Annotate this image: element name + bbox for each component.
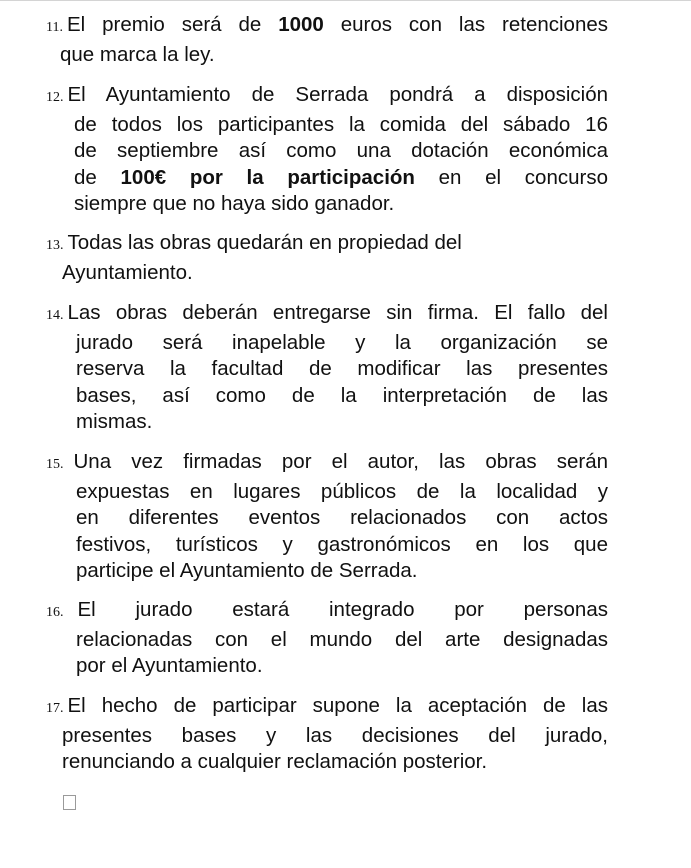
empty-checkbox[interactable] <box>63 795 76 810</box>
clause-text: El jurado estará integrado por personas <box>77 598 608 621</box>
clause-text: El Ayuntamiento de Serrada pondrá a disposición <box>67 83 608 106</box>
clause-text: euros con las retenciones <box>323 13 608 36</box>
clause-11 <box>46 12 608 68</box>
clause-line: de todos los participantes la comida del sábado 16 <box>74 112 608 136</box>
clause-15 <box>46 449 608 585</box>
clause-14 <box>46 300 608 436</box>
clause-line: por el Ayuntamiento. <box>76 654 263 677</box>
clause-text: de <box>74 165 121 189</box>
clause-line: reserva la facultad de modificar las presentes <box>76 357 608 380</box>
clause-line: Ayuntamiento. <box>62 260 193 284</box>
clause-line: presentes bases y las decisiones del jurado, <box>62 723 608 747</box>
clause-number: 14. <box>46 308 64 323</box>
clause-text: El premio será de <box>66 13 279 36</box>
clause-12 <box>46 82 608 218</box>
clause-number: 16. <box>46 605 64 620</box>
clause-line: festivos, turísticos y gastronómicos en los que <box>76 532 608 556</box>
clause-text: Las obras deberán entregarse sin firma. El fallo del <box>67 301 608 324</box>
clause-text: El hecho de participar supone la aceptación de las <box>67 694 608 717</box>
clause-line <box>46 165 608 192</box>
clause-line: mismas. <box>76 410 153 433</box>
clause-line: que marca la ley. <box>60 42 215 66</box>
top-border-line <box>0 0 691 1</box>
clause-line <box>46 693 608 723</box>
clause-line: en diferentes eventos relacionados con actos <box>76 506 608 529</box>
participation-amount: 100€ por la participación <box>120 165 415 189</box>
clause-line: bases, así como de la interpretación de las <box>76 383 608 407</box>
clause-number: 11. <box>46 20 63 35</box>
clause-number: 13. <box>46 238 64 253</box>
clause-text: en el concurso <box>414 165 608 189</box>
clause-text: Todas las obras quedarán en propiedad del <box>67 231 462 254</box>
clause-number: 15. <box>46 457 64 472</box>
clause-line: renunciando a cualquier reclamación posterior. <box>62 750 488 773</box>
clause-line <box>46 300 608 330</box>
clause-line <box>46 597 608 627</box>
clause-number: 17. <box>46 701 64 716</box>
clause-line: siempre que no haya sido ganador. <box>74 192 395 215</box>
clause-line: expuestas en lugares públicos de la localidad y <box>76 479 608 503</box>
clause-line <box>46 230 608 260</box>
clause-line <box>46 449 608 479</box>
prize-amount: 1000 <box>278 13 324 36</box>
clause-number: 12. <box>46 90 64 105</box>
clause-line: jurado será inapelable y la organización se <box>76 330 608 354</box>
clause-line <box>46 12 608 42</box>
clause-line: participe el Ayuntamiento de Serrada. <box>76 559 418 582</box>
clause-13 <box>46 230 608 286</box>
clause-line: relacionadas con el mundo del arte designadas <box>76 627 608 651</box>
clause-17 <box>46 693 608 776</box>
clause-line: de septiembre así como una dotación económica <box>74 139 608 162</box>
clause-16 <box>46 597 608 680</box>
clause-line <box>46 82 608 112</box>
clause-text: Una vez firmadas por el autor, las obras serán <box>73 450 608 473</box>
